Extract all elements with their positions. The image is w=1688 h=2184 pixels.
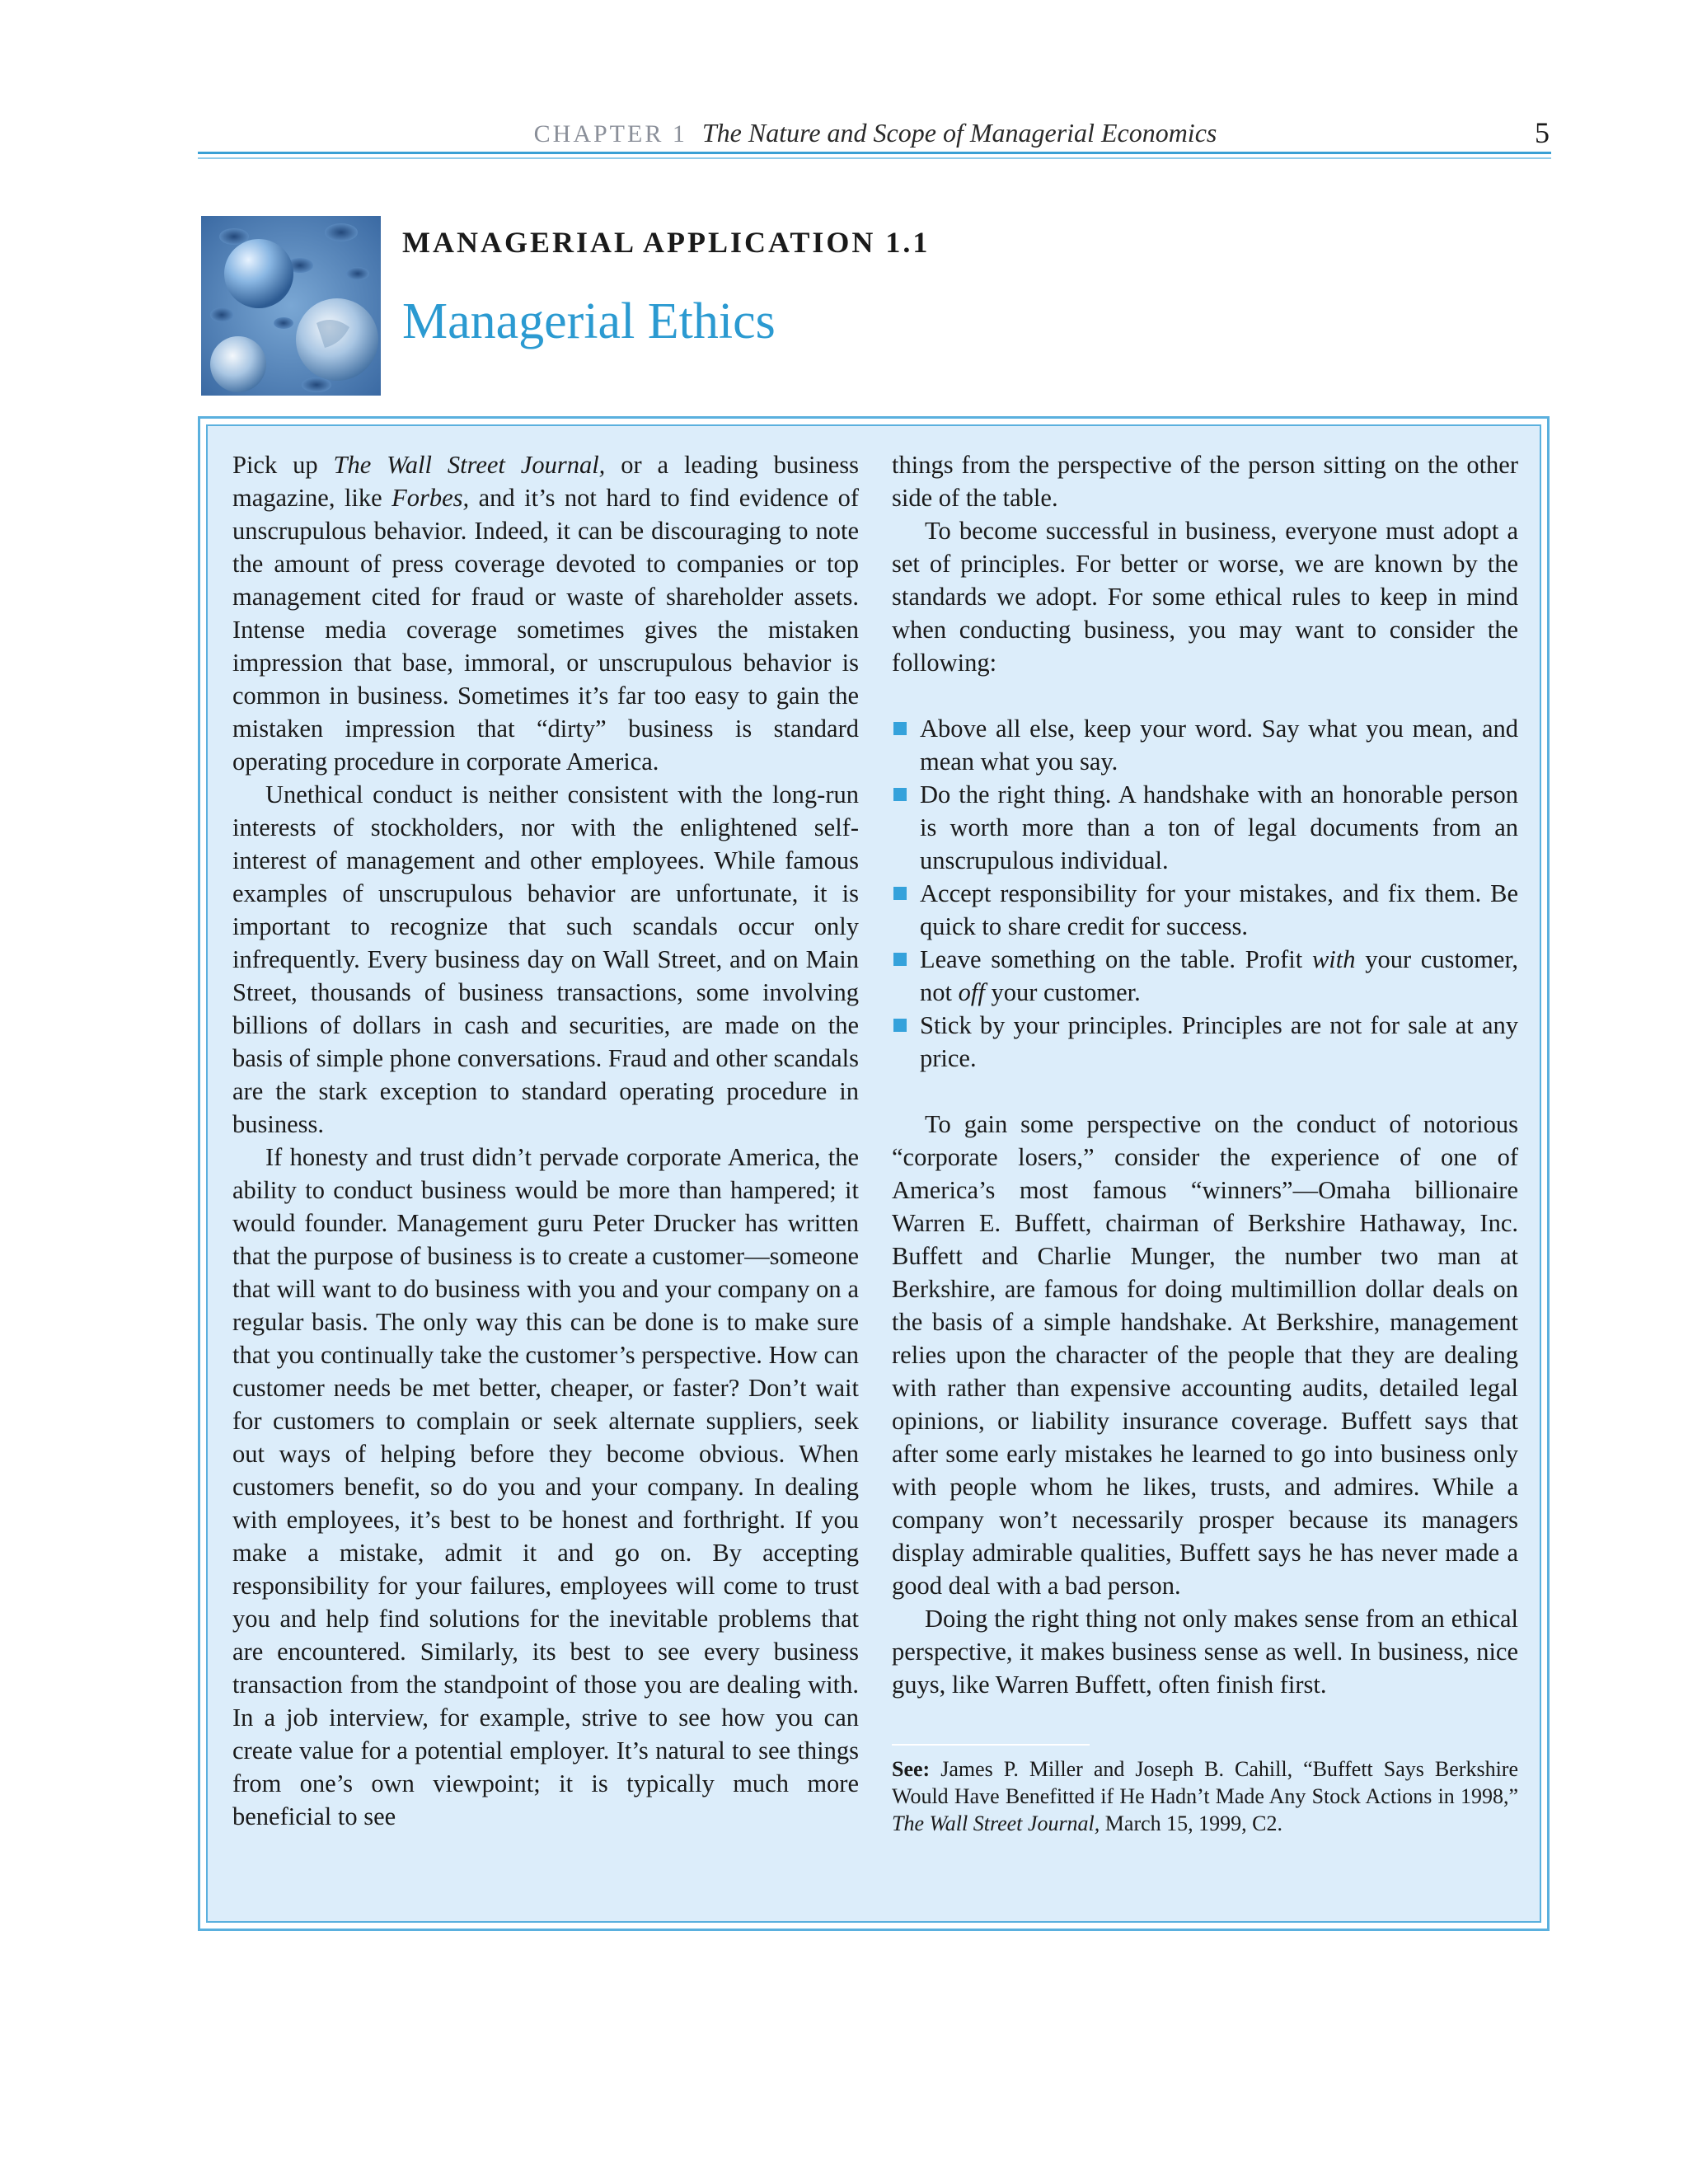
bullet-square-icon (893, 1019, 907, 1032)
text-run: and it’s not hard to find evidence of unscrupulous behavior. Indeed, it can be discouraging to note the amount of press coverage devoted to companies or top management cited for fraud or waste of shareholder assets. Intense media coverage sometimes gives the mistaken impression that base, immoral, or unscrupulous behavior is common in business. Sometimes it’s far too easy to gain the mistaken impression that “dirty” business is standard operating procedure in corporate America. (232, 484, 859, 776)
chapter-title: The Nature and Scope of Managerial Economics (701, 118, 1217, 148)
right-paragraph-2: To become successful in business, everyone must adopt a set of principles. For better or worse, we are known by the standards we adopt. For some ethical rules to keep in mind when conducting business, you may want to consider the following: (892, 517, 1518, 677)
left-paragraph-1 (232, 448, 859, 778)
list-item (892, 712, 1518, 778)
footnote-see-label: See: (892, 1757, 931, 1781)
list-item-text: your customer. (984, 978, 1141, 1006)
chapter-label: CHAPTER 1 (533, 120, 687, 148)
list-item-text: Accept responsibility for your mistakes, and fix them. Be quick to share credit for success. (920, 879, 1518, 940)
footnote (892, 1755, 1518, 1837)
list-item-text: Stick by your principles. Principles are not for sale at any price. (920, 1011, 1518, 1072)
emphasis-with: with (1311, 945, 1356, 973)
list-item (892, 1009, 1518, 1075)
left-paragraph-2: Unethical conduct is neither consistent with the long-run interests of stockholders, nor with the enlightened self-interest of management and other employees. While famous examples of unscrupulous behavior are unfortunate, it is important to recognize that such scandals occur only infrequently. Every business day on Wall Street, and on Main Street, thousands of business transactions, some involving billions of dollars in cash and securities, are made on the basis of simple phone conversations. Fraud and other scandals are the stark exception to standard operating procedure in business. (232, 780, 859, 1138)
footnote-text: James P. Miller and Joseph B. Cahill, “Buffett Says Berkshire Would Have Benefitted if He Hadn’t Made Any Stock Actions in 1998,” (892, 1757, 1518, 1808)
page-number: 5 (1535, 116, 1550, 149)
list-item (892, 943, 1518, 1009)
list-item-text: Leave something on the table. Profit (920, 945, 1312, 973)
emphasis-off: off (958, 978, 985, 1006)
footnote-journal-italic: The Wall Street Journal, (892, 1811, 1100, 1835)
bullet-square-icon (893, 887, 907, 900)
text-run: or a leading business magazine, like (232, 451, 859, 512)
left-paragraph-3: If honesty and trust didn’t pervade corporate America, the ability to conduct business would be more than hampered; it would founder. Management guru Peter Drucker has written that the purpose of business is to create a customer—someone that will want to do business with you and your company on a regular basis. The only way this can be done is to make sure that you continually take the customer’s perspective. How can customer needs be met better, cheaper, or faster? Don’t wait for customers to complain or seek alternate suppliers, seek out ways of helping before they become obvious. When customers benefit, so do you and your company. In dealing with employees, it’s best to be honest and forthright. If you make a mistake, admit it and go on. By accepting responsibility for your failures, employees will come to trust you and help find solutions for the inevitable problems that are encountered. Similarly, its best to see every business transaction from the standpoint of those you are dealing with. In a job interview, for example, strive to see how you can create value for a potential employer. It’s natural to see things from one’s own viewpoint; it is typically much more beneficial to see (232, 1143, 859, 1830)
bullet-square-icon (893, 722, 907, 735)
right-paragraph-4: Doing the right thing not only makes sense from an ethical perspective, it makes business sense as well. In business, nice guys, like Warren Buffett, often finish first. (892, 1605, 1518, 1699)
right-paragraph-1: things from the perspective of the person sitting on the other side of the table. (892, 451, 1518, 512)
bullet-square-icon (893, 953, 907, 966)
list-item-text: your customer, not (920, 945, 1518, 1006)
application-box (198, 416, 1550, 1931)
application-box-inner (206, 424, 1541, 1923)
footnote-text: March 15, 1999, C2. (1100, 1811, 1282, 1835)
journal-title-italic: The Wall Street Journal, (333, 451, 606, 479)
header-rule-secondary (198, 157, 1551, 159)
bullet-square-icon (893, 788, 907, 801)
application-decorative-image (201, 216, 381, 396)
list-item-text: Above all else, keep your word. Say what you mean, and mean what you say. (920, 715, 1518, 776)
running-head (199, 112, 1551, 153)
footnote-rule (892, 1744, 1090, 1746)
application-label: MANAGERIAL APPLICATION 1.1 (402, 226, 931, 259)
application-title: Managerial Ethics (402, 293, 776, 349)
right-paragraph-3: To gain some perspective on the conduct of notorious “corporate losers,” consider the experience of one of America’s most famous “winners”—Omaha billionaire Warren E. Buffett, chairman of Berkshire Hathaway, Inc. Buffett and Charlie Munger, the number two man at Berkshire, are famous for doing multimillion dollar deals on the basis of a simple handshake. At Berkshire, management relies upon the character of the people that they are dealing with rather than expensive accounting audits, detailed legal opinions, or liability insurance coverage. Buffett says that after some early mistakes he learned to go into business only with people whom he likes, trusts, and admires. While a company won’t necessarily prosper because its managers display admirable qualities, Buffett says he has never made a good deal with a bad person. (892, 1110, 1518, 1600)
ethics-rules-list (892, 712, 1518, 1075)
header-rule (198, 152, 1551, 154)
list-item (892, 877, 1518, 943)
left-column (232, 448, 859, 1833)
list-item (892, 778, 1518, 877)
list-item-text: Do the right thing. A handshake with an honorable person is worth more than a ton of legal documents from an unscrupulous individual. (920, 780, 1518, 874)
magazine-title-italic: Forbes, (392, 484, 470, 512)
text-run: Pick up (232, 451, 334, 479)
right-column (892, 448, 1518, 1837)
